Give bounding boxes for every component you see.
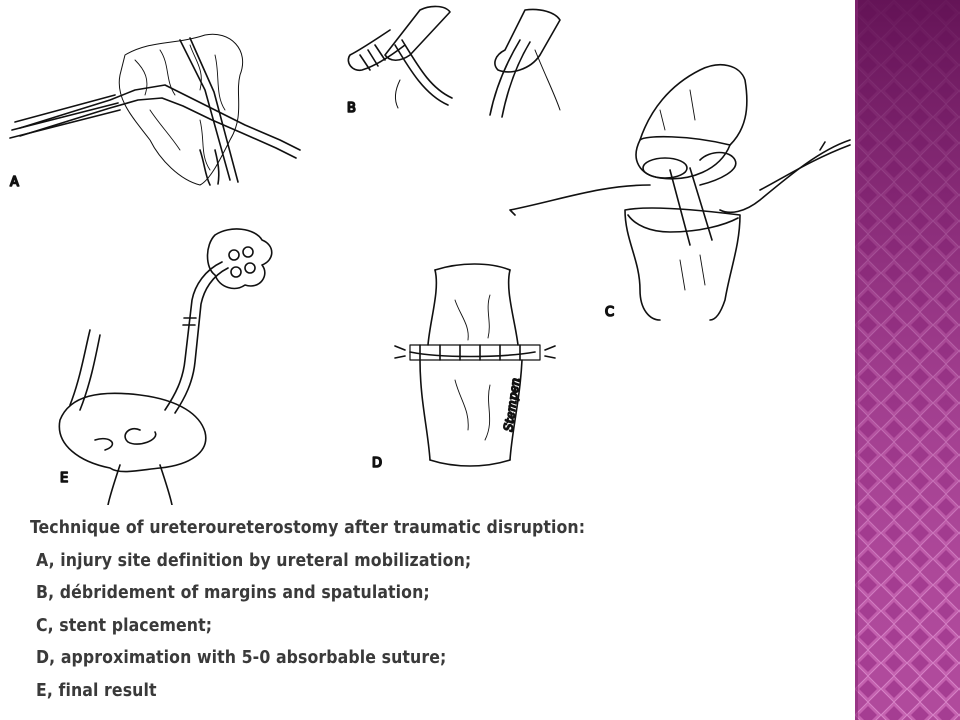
panel-d-drawing: [395, 264, 555, 466]
panel-b-drawing: [348, 6, 560, 117]
caption-title: Technique of ureteroureterostomy after traumatic disruption:: [30, 518, 586, 538]
caption-item-e: E, final result: [36, 680, 157, 701]
panel-c-drawing: [510, 65, 850, 320]
caption-item-d: D, approximation with 5-0 absorbable suture;: [36, 648, 447, 668]
figure-caption: [30, 512, 830, 707]
panel-label-b: B: [347, 101, 356, 116]
caption-item-a: A, injury site definition by ureteral mobilization;: [36, 550, 472, 571]
panel-label-e: E: [60, 471, 69, 486]
panel-label-c: C: [605, 305, 615, 320]
panel-e-drawing: [59, 229, 271, 505]
decorative-pattern-band: [855, 0, 960, 720]
artist-signature: Stempen: [501, 376, 523, 433]
panel-a-drawing: [10, 34, 300, 185]
caption-item-c: C, stent placement;: [36, 615, 213, 636]
caption-item-b: B, débridement of margins and spatulation;: [36, 583, 430, 603]
panel-label-d: D: [372, 456, 383, 471]
panel-label-a: A: [10, 175, 19, 190]
